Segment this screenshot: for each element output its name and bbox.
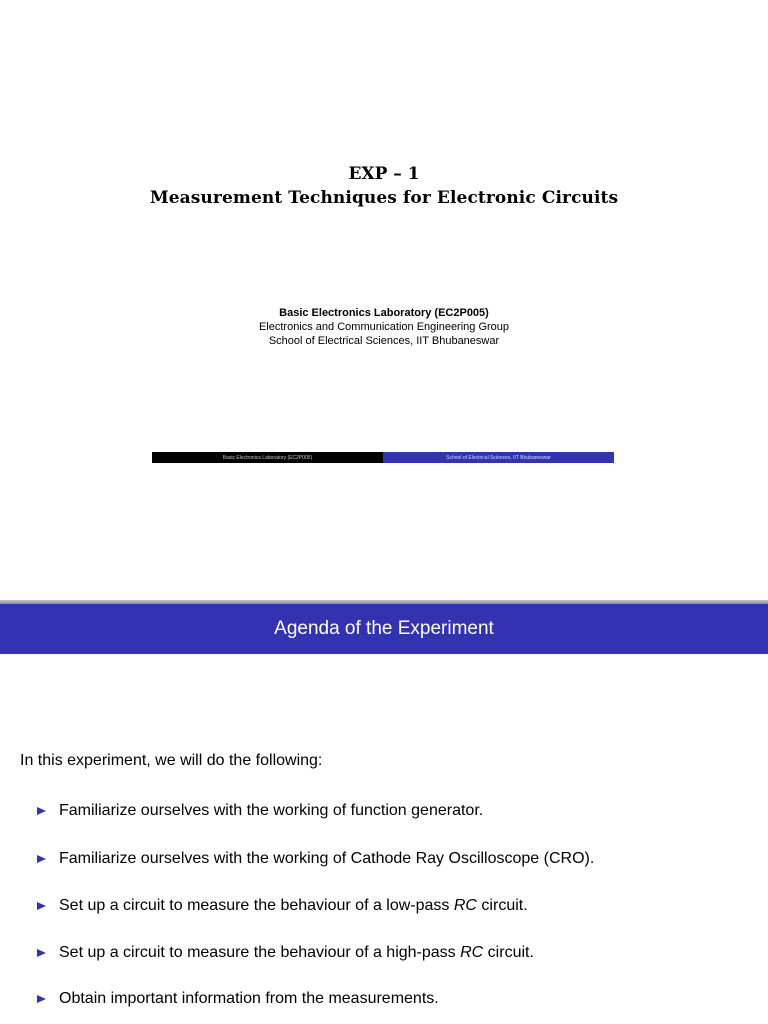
course-name: Basic Electronics Laboratory (EC2P005) [279,307,489,319]
list-item [37,850,594,868]
list-item [37,990,439,1008]
list-item [37,897,528,915]
rc-term: RC [460,944,484,961]
triangle-bullet-icon [37,995,46,1003]
footer-school: School of Electrical Sciences, IIT Bhubaneswar [383,452,614,463]
list-item [37,944,534,962]
triangle-bullet-icon [37,949,46,957]
list-item-text: Familiarize ourselves with the working of Cathode Ray Oscilloscope (CRO). [59,850,595,867]
list-item-text-before: Set up a circuit to measure the behaviour of a high-pass [59,944,461,961]
experiment-number: EXP – 1 [348,164,420,184]
agenda-list [0,604,768,1024]
list-item-text-before: Set up a circuit to measure the behaviour of a low-pass [59,897,454,914]
list-item [37,802,483,820]
course-info [0,306,768,348]
agenda-slide [0,604,768,1024]
list-item-text: Obtain important information from the measurements. [59,990,439,1007]
intro-text: In this experiment, we will do the following: [20,752,323,769]
list-item-text: Familiarize ourselves with the working of function generator. [59,802,484,819]
title-block [0,163,768,211]
footer-course: Basic Electronics Laboratory (EC2P005) [152,452,383,463]
group-name: Electronics and Communication Engineering Group [258,321,510,333]
triangle-bullet-icon [37,855,46,863]
school-name: School of Electrical Sciences, IIT Bhubaneswar [268,335,500,347]
list-item-text-after: circuit. [476,897,528,914]
list-item-text [59,897,528,915]
agenda-title: Agenda of the Experiment [274,618,494,639]
slide-footer [152,452,614,463]
rc-term: RC [453,897,477,914]
triangle-bullet-icon [37,902,46,910]
experiment-title: Measurement Techniques for Electronic Circuits [149,188,619,208]
triangle-bullet-icon [37,807,46,815]
list-item-text [59,944,534,962]
list-item-text-after: circuit. [483,944,534,961]
